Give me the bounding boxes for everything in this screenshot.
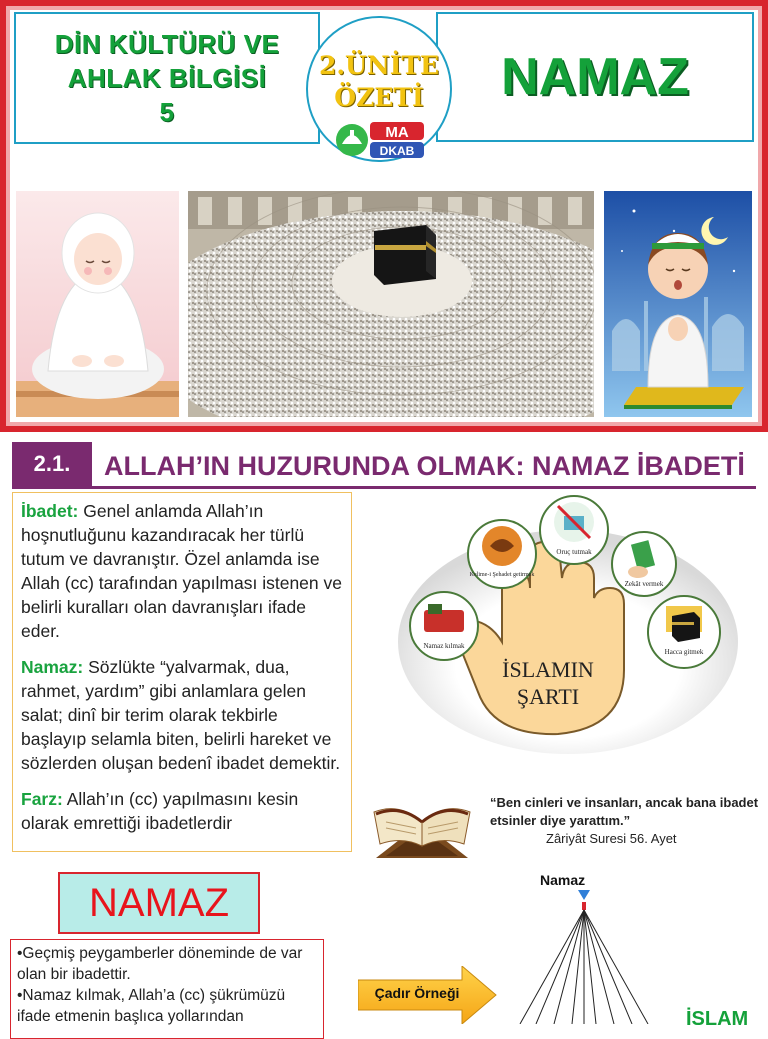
definitions-box [12, 492, 352, 852]
tent-arrow-down-icon [578, 890, 590, 900]
pillar-hac [648, 596, 720, 668]
logo-bottom-text: DKAB [379, 144, 415, 158]
unit-label-line-2: ÖZETİ [334, 83, 424, 112]
main-title: NAMAZ [501, 48, 689, 106]
pillar-label: Hacca gitmek [664, 648, 704, 656]
verse-source: Zâriyât Suresi 56. Ayet [546, 831, 677, 846]
namaz-facts-box [10, 939, 324, 1039]
course-title-line-3: 5 [159, 97, 175, 127]
definition-text: Genel anlamda Allah’ın hoşnutluğunu kazandıracak her türlü tutum ve davranıştır. Özel anlamda ise Allah (cc) tarafından yapılması istenen ve belirli kuralları olan davranışları ifade eder. [21, 501, 342, 641]
definition-term: Farz: [21, 789, 63, 809]
logo-top-text: MA [385, 124, 409, 141]
five-pillars-hand [398, 492, 738, 756]
unit-label-line-1: 2.ÜNİTE [318, 51, 440, 80]
definition-ibadet [21, 499, 343, 643]
verse-quote [490, 794, 760, 848]
course-title [55, 27, 280, 129]
course-title-line-1: DİN KÜLTÜRÜ VE [54, 29, 280, 59]
fact-item: •Namaz kılmak, Allah’a (cc) şükrümüzü ifade etmenin başlıca yollarından [17, 987, 286, 1025]
section-title: ALLAH’IN HUZURUNDA OLMAK: NAMAZ İBADETİ [104, 451, 745, 481]
pillar-label: Kelime-i Şehadet getirmek [469, 572, 535, 578]
definition-farz [21, 787, 343, 835]
tent-example-label: Çadır Örneği [374, 985, 460, 1001]
pillar-zekat [612, 532, 676, 596]
pillar-label: Zekât vermek [624, 580, 664, 588]
praying-boy-image [604, 191, 752, 417]
pillar-label: Namaz kılmak [423, 642, 465, 650]
verse-text: “Ben cinleri ve insanları, ancak bana ibadet etsinler diye yarattım.” [490, 795, 759, 828]
course-title-line-2: AHLAK BİLGİSİ [67, 63, 267, 93]
praying-girl-image [16, 191, 179, 417]
section-number: 2.1. [12, 442, 92, 486]
definition-text: Allah’ın (cc) yapılmasını kesin olarak emrettiği ibadetlerdir [21, 789, 299, 833]
fact-item: •Geçmiş peygamberler döneminde de var olan bir ibadettir. [17, 945, 303, 983]
definition-text: Sözlükte “yalvarmak, dua, rahmet, yardım” gibi anlamlara gelen salat; dinî bir terim olarak tekbirle başlayıp selamla biten, belirli hareket ve sözlerden oluşan bedenî ibadet demektir. [21, 657, 341, 773]
dkab-logo [334, 118, 428, 162]
pillar-namaz [410, 592, 478, 660]
main-title-box [436, 12, 754, 142]
kaaba-crowd-image [188, 191, 594, 417]
islam-side-word: İSLAM [686, 1008, 749, 1030]
namaz-card [58, 872, 260, 934]
hand-label-line-1: İSLAMIN [502, 657, 594, 682]
tent-diagram [470, 888, 700, 1024]
definition-term: İbadet: [21, 501, 79, 521]
pillar-label: Oruç tutmak [556, 548, 592, 556]
namaz-card-title: NAMAZ [89, 880, 229, 925]
course-title-box [14, 12, 320, 144]
hand-label-line-2: ŞARTI [516, 684, 580, 709]
quran-book-icon [366, 782, 478, 862]
tent-top-label: Namaz [540, 872, 586, 888]
definition-term: Namaz: [21, 657, 84, 677]
pillar-kelime-i-sehadet [468, 520, 536, 588]
definition-namaz [21, 655, 343, 775]
pillar-oruc [540, 496, 608, 564]
